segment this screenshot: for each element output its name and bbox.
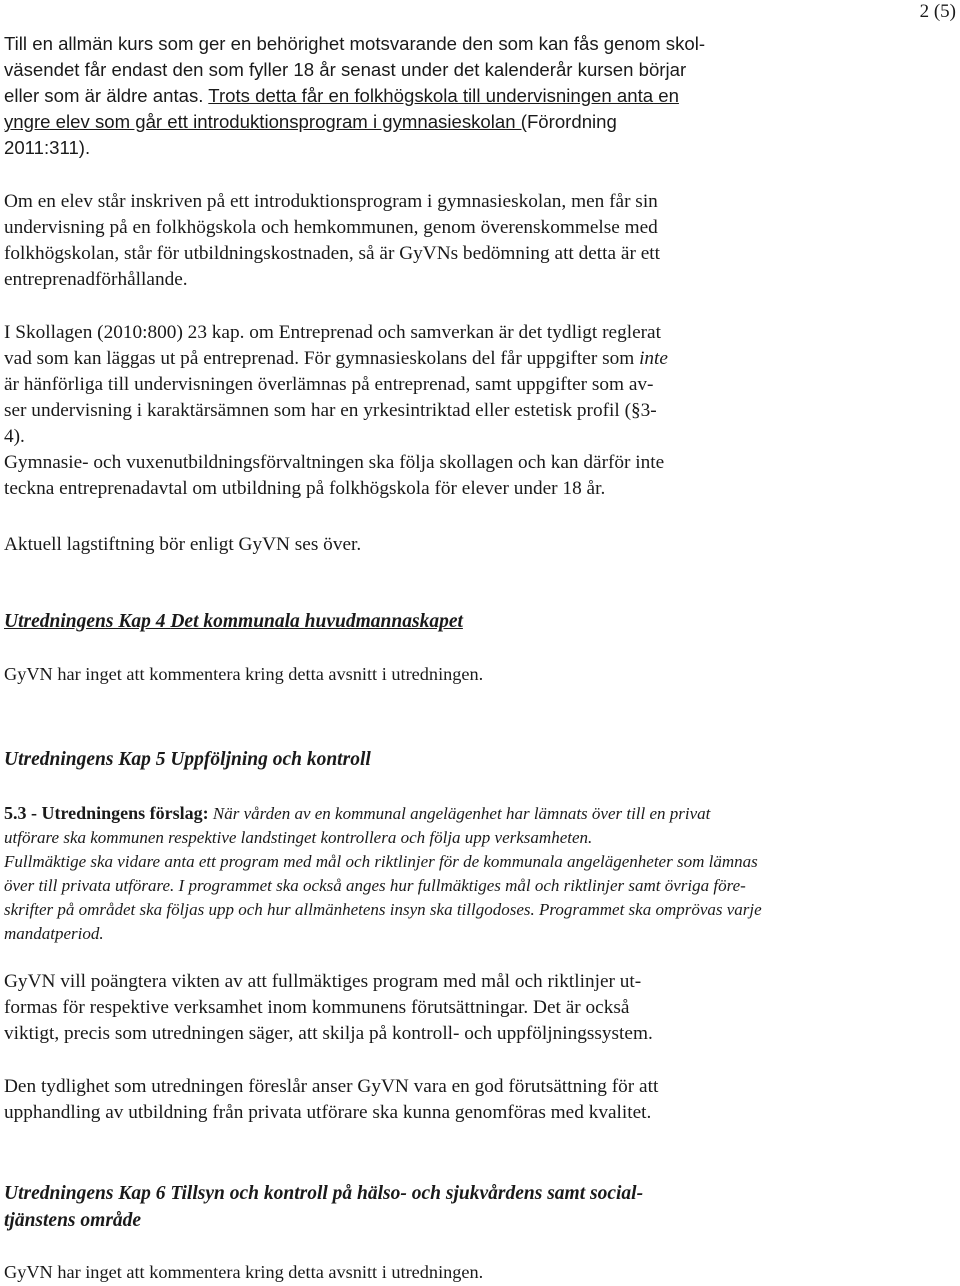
text-line: I Skollagen (2010:800) 23 kap. om Entreprenad och samverkan är det tydligt reglerat: [4, 322, 661, 343]
text-line: ser undervisning i karaktärsämnen som har en yrkesintriktad eller estetisk profil (§3-: [4, 400, 657, 421]
underlined-text: yngre elev som går ett introduktionsprogram i gymnasieskolan (: [4, 111, 527, 132]
text-line: undervisning på en folkhögskola och hemkommunen, genom överenskommelse med: [4, 217, 658, 238]
text-line: är hänförliga till undervisningen överlämnas på entreprenad, samt uppgifter som av-: [4, 374, 654, 395]
text-line: Om en elev står inskriven på ett introduktionsprogram i gymnasieskolan, men får sin: [4, 191, 658, 212]
text-line: Den tydlighet som utredningen föreslår anser GyVN vara en god förutsättning för att: [4, 1076, 659, 1097]
text-line: folkhögskolan, står för utbildningskostnaden, så är GyVNs bedömning att detta är ett: [4, 243, 660, 264]
text-line: väsendet får endast den som fyller 18 år senast under det kalenderår kursen börjar: [4, 59, 687, 80]
text-line: Gymnasie- och vuxenutbildningsförvaltningen ska följa skollagen och kan därför inte: [4, 452, 665, 473]
text-segment: eller som är äldre antas.: [4, 85, 209, 106]
proposal-label: 5.3 - Utredningens förslag:: [4, 803, 209, 823]
text-line: över till privata utförare. I programmet ska också anges hur fullmäktiges mål och riktlinjer samt övriga före-: [4, 876, 746, 895]
text-line: teckna entreprenadavtal om utbildning på folkhögskola för elever under 18 år.: [4, 478, 606, 499]
text-line: entreprenadförhållande.: [4, 269, 188, 290]
text-line: [4, 346, 794, 372]
page-number: 2 (5): [919, 1, 956, 22]
kap5-proposal: [4, 801, 804, 946]
heading-title: Det kommunala huvudmannaskapet: [170, 611, 463, 632]
paragraph-skollagen: [4, 320, 794, 502]
heading-kap4: [4, 608, 463, 635]
italic-text: inte: [639, 348, 668, 369]
text-segment: När vården av en kommunal angelägenhet har lämnats över till en privat: [208, 804, 711, 823]
paragraph-kap5-clarity: [4, 1074, 794, 1126]
text-line: formas för respektive verksamhet inom kommunens förutsättningar. Det är också: [4, 997, 630, 1018]
heading-line: Utredningens Kap 6 Tillsyn och kontroll på hälso- och sjukvårdens samt social-: [4, 1183, 644, 1204]
text-line: utförare ska kommunen respektive landstinget kontrollera och följa upp verksamheten.: [4, 828, 593, 847]
paragraph-kap6-comment: [4, 1259, 794, 1285]
paragraph-legislation-review: [4, 532, 794, 558]
heading-prefix: Utredningens Kap 4: [4, 611, 171, 632]
heading-kap5: Utredningens Kap 5 Uppföljning och kontroll: [4, 749, 371, 770]
text-line: mandatperiod.: [4, 924, 104, 943]
text-line: [4, 83, 794, 109]
heading-line: tjänstens område: [4, 1210, 142, 1231]
heading-kap6: [4, 1180, 643, 1234]
paragraph-folkhogskola-admission: [4, 31, 794, 161]
text-line: [4, 109, 794, 135]
underlined-text: Trots detta får en folkhögskola till undervisningen anta en: [208, 85, 679, 106]
text-line: viktigt, precis som utredningen säger, att skilja på kontroll- och uppföljningssystem.: [4, 1023, 653, 1044]
text-line: GyVN har inget att kommentera kring detta avsnitt i utredningen.: [4, 1262, 484, 1282]
text-segment: vad som kan läggas ut på entreprenad. För gymnasieskolans del får uppgifter som: [4, 348, 640, 369]
text-line: [4, 801, 804, 826]
paragraph-introduction-program: [4, 189, 794, 293]
text-line: Till en allmän kurs som ger en behörighet motsvarande den som kan fås genom skol-: [4, 33, 706, 54]
text-line: Aktuell lagstiftning bör enligt GyVN ses över.: [4, 534, 362, 555]
text-line: GyVN har inget att kommentera kring detta avsnitt i utredningen.: [4, 664, 484, 684]
text-segment: Förordning: [526, 111, 617, 132]
text-line: Fullmäktige ska vidare anta ett program med mål och riktlinjer för de kommunala angelägenheter som lämnas: [4, 852, 758, 871]
text-line: GyVN vill poängtera vikten av att fullmäktiges program med mål och riktlinjer ut-: [4, 971, 642, 992]
paragraph-kap5-program: [4, 969, 794, 1047]
text-line: 2011:311).: [4, 137, 91, 158]
text-line: skrifter på området ska följas upp och hur allmänhetens insyn ska tillgodoses. Programmet ska omprövas varje: [4, 900, 762, 919]
text-line: 4).: [4, 426, 25, 447]
text-line: upphandling av utbildning från privata utförare ska kunna genomföras med kvalitet.: [4, 1102, 652, 1123]
paragraph-kap4-comment: [4, 661, 794, 687]
